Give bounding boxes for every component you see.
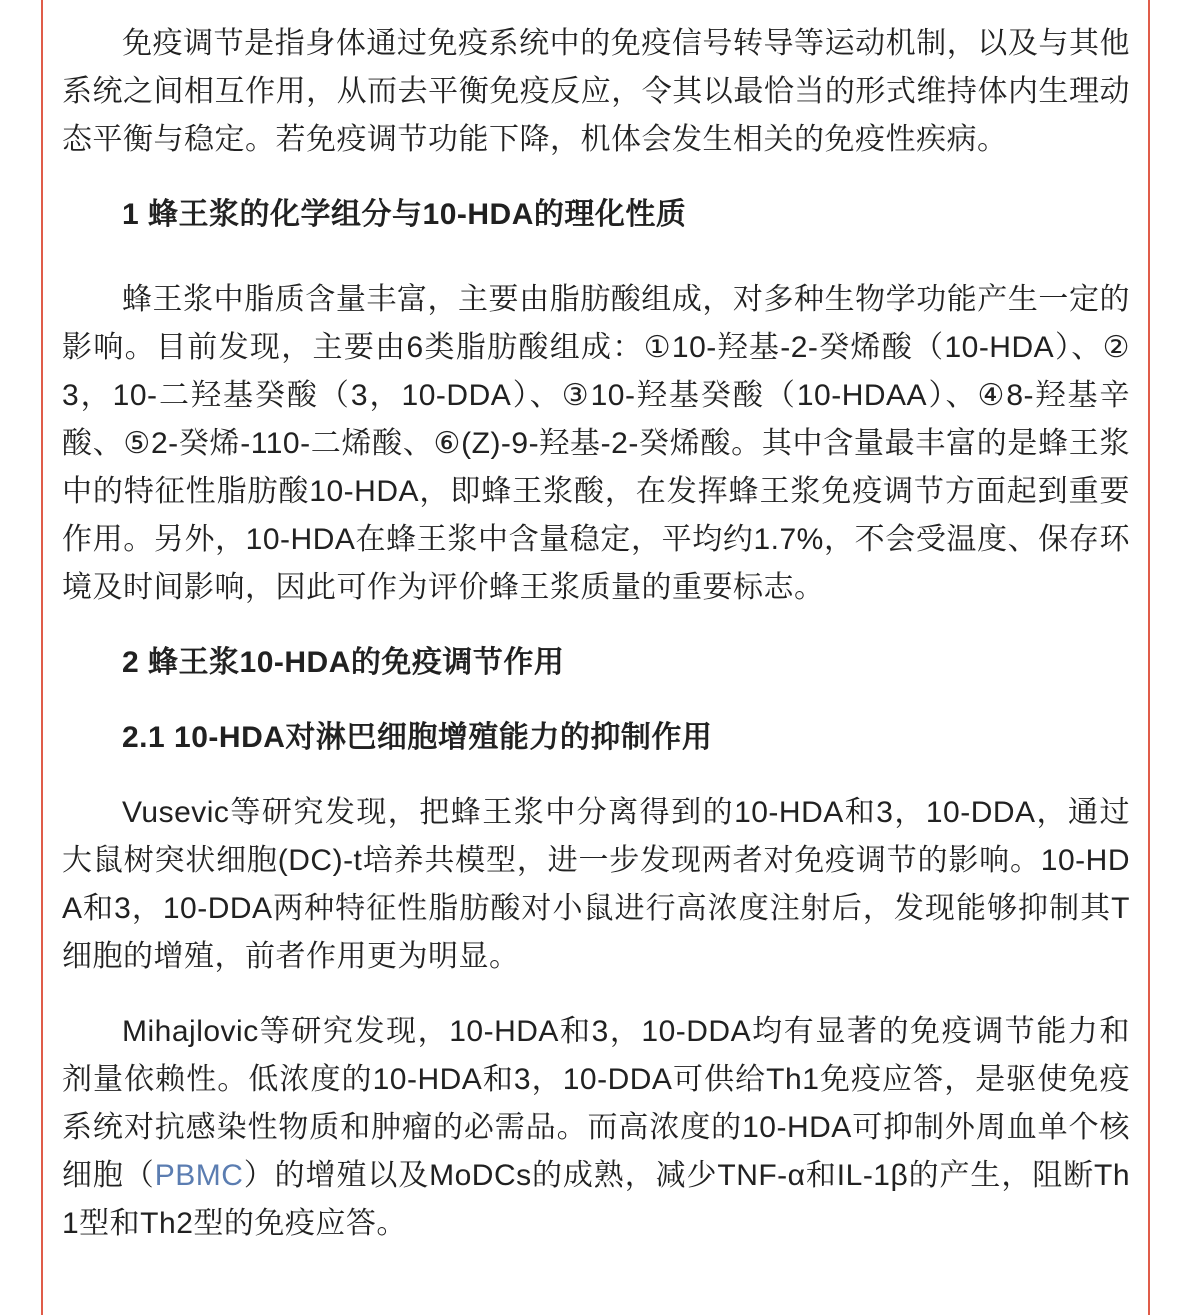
paragraph-2-text-before-link: Mihajlovic等研究发现，10-HDA和3，10-DDA均有显著的免疫调节能力和剂量依赖性。低浓度的10-HDA和3，10-DDA可供给Th1免疫应答，是驱使免疫系统对抗感染性物质和肿瘤的必需品。而高浓度的10-HDA可抑制外周血单个核细胞（ xyxy=(62,1015,1130,1192)
section-2-heading: 2 蜂王浆10-HDA的免疫调节作用 xyxy=(122,646,565,679)
section-1-heading: 1 蜂王浆的化学组分与10-HDA的理化性质 xyxy=(122,198,687,231)
intro-paragraph: 免疫调节是指身体通过免疫系统中的免疫信号转导等运动机制，以及与其他系统之间相互作用，从而去平衡免疫反应，令其以最恰当的形式维持体内生理动态平衡与稳定。若免疫调节功能下降，机体会发生相关的免疫性疾病。 xyxy=(62,27,1130,156)
subsection-2-1-paragraph-1: Vusevic等研究发现，把蜂王浆中分离得到的10-HDA和3，10-DDA，通过大鼠树突状细胞(DC)-t培养共模型，进一步发现两者对免疫调节的影响。10-HDA和3，10-DDA两种特征性脂肪酸对小鼠进行高浓度注射后，发现能够抑制其T细胞的增殖，前者作用更为明显。 xyxy=(62,796,1130,973)
document-body xyxy=(62,20,1130,1275)
right-page-rule xyxy=(1148,0,1150,1315)
paragraph-2-text-after-link: ）的增殖以及MoDCs的成熟，减少TNF-α和IL-1β的产生，阻断Th1型和Th2型的免疫应答。 xyxy=(62,1159,1131,1240)
subsection-2-1-paragraph-2 xyxy=(62,1008,1130,1248)
subsection-2-1-heading: 2.1 10-HDA对淋巴细胞增殖能力的抑制作用 xyxy=(122,721,713,754)
pbmc-term-link[interactable]: PBMC xyxy=(154,1159,244,1192)
section-1-paragraph: 蜂王浆中脂质含量丰富，主要由脂肪酸组成，对多种生物学功能产生一定的影响。目前发现，主要由6类脂肪酸组成：①10-羟基-2-癸烯酸（10-HDA）、②3，10-二羟基癸酸（3，10-DDA）、③10-羟基癸酸（10-HDAA）、④8-羟基辛酸、⑤2-癸烯-110-二烯酸、⑥(Z)-9-羟基-2-癸烯酸。其中含量最丰富的是蜂王浆中的特征性脂肪酸10-HDA，即蜂王浆酸，在发挥蜂王浆免疫调节方面起到重要作用。另外，10-HDA在蜂王浆中含量稳定，平均约1.7%，不会受温度、保存环境及时间影响，因此可作为评价蜂王浆质量的重要标志。 xyxy=(62,283,1130,604)
left-page-rule xyxy=(41,0,43,1315)
